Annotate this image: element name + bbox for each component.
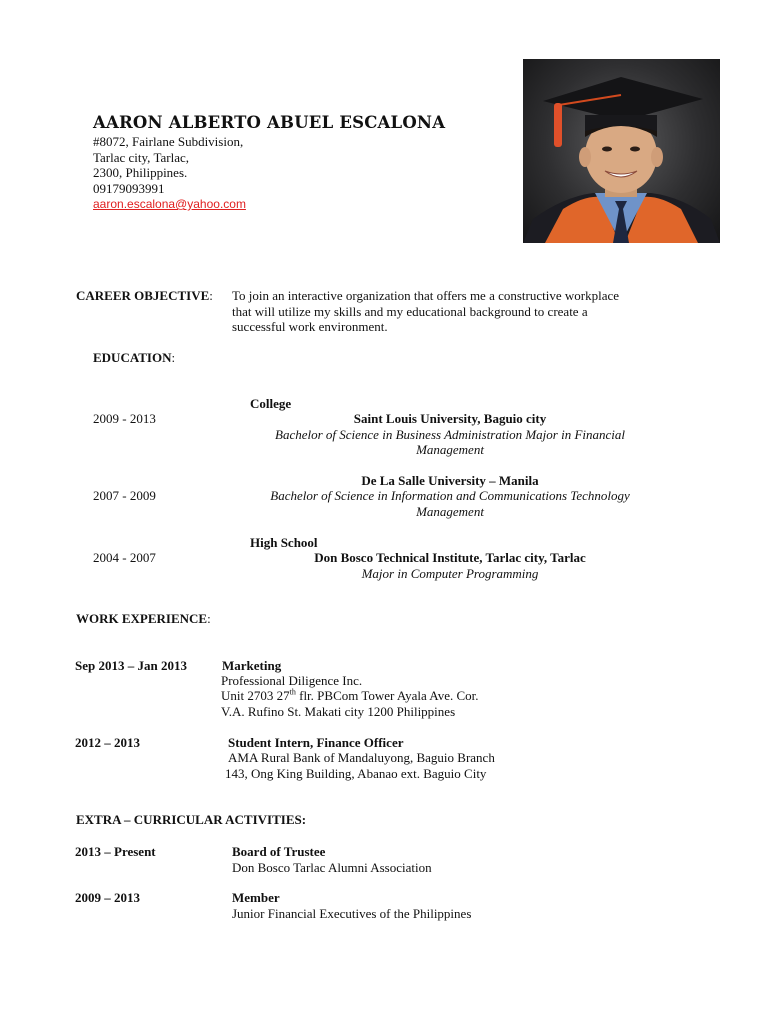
phone-number: 09179093991 [93,180,165,196]
activity-role: Board of Trustee [232,844,326,859]
objective-line: successful work environment. [232,319,388,334]
activity-organization: Junior Financial Executives of the Philippines [232,906,472,921]
activity-role: Member [232,890,280,905]
email-link[interactable]: aaron.escalona@yahoo.com [93,197,246,211]
objective-line: that will utilize my skills and my educational background to create a [232,303,588,319]
degree-line: Management [416,504,484,519]
school-name: De La Salle University – Manila [361,473,539,488]
school-name: Saint Louis University, Baguio city [353,411,547,426]
activity-dates: 2009 – 2013 [75,890,140,905]
education-heading: EDUCATION: [93,350,176,365]
education-level: College [250,396,292,411]
activity-dates: 2013 – Present [75,844,156,859]
job-title: Student Intern, Finance Officer [228,735,404,750]
degree-line: Management [416,442,484,457]
work-dates: Sep 2013 – Jan 2013 [75,658,187,673]
company-address: V.A. Rufino St. Makati city 1200 Philippines [221,704,456,719]
activity-organization: Don Bosco Tarlac Alumni Association [232,860,432,875]
address-line: Tarlac city, Tarlac, [93,149,189,165]
degree-line: Bachelor of Science in Information and Communications Technology [270,488,630,503]
education-years: 2007 - 2009 [93,488,156,503]
work-dates: 2012 – 2013 [75,735,140,750]
education-years: 2009 - 2013 [93,411,156,426]
objective-line: To join an interactive organization that offers me a constructive workplace [232,288,620,303]
company-name: AMA Rural Bank of Mandaluyong, Baguio Branch [228,750,495,765]
company-name: Professional Diligence Inc. [221,673,363,688]
extra-curricular-heading: EXTRA – CURRICULAR ACTIVITIES: [76,812,307,827]
career-objective-label: CAREER OBJECTIVE: [76,288,213,303]
degree-line: Major in Computer Programming [361,566,539,581]
company-address: Unit 2703 27th flr. PBCom Tower Ayala Ave. Cor. [221,687,479,703]
career-objective-text [232,288,619,335]
address-line: 2300, Philippines. [93,165,188,180]
company-address: 143, Ong King Building, Abanao ext. Baguio City [225,766,487,781]
education-level: High School [250,535,318,550]
job-title: Marketing [222,658,282,673]
contact-block [93,134,246,212]
graduation-portrait-icon [523,59,720,243]
degree-line: Bachelor of Science in Business Administration Major in Financial [275,427,625,442]
applicant-name: AARON ALBERTO ABUEL ESCALONA [93,113,446,132]
portrait-illustration [523,59,720,243]
school-name: Don Bosco Technical Institute, Tarlac city, Tarlac [314,550,586,565]
work-experience-heading: WORK EXPERIENCE: [76,611,211,626]
address-line: #8072, Fairlane Subdivision, [93,134,244,149]
education-years: 2004 - 2007 [93,550,156,565]
